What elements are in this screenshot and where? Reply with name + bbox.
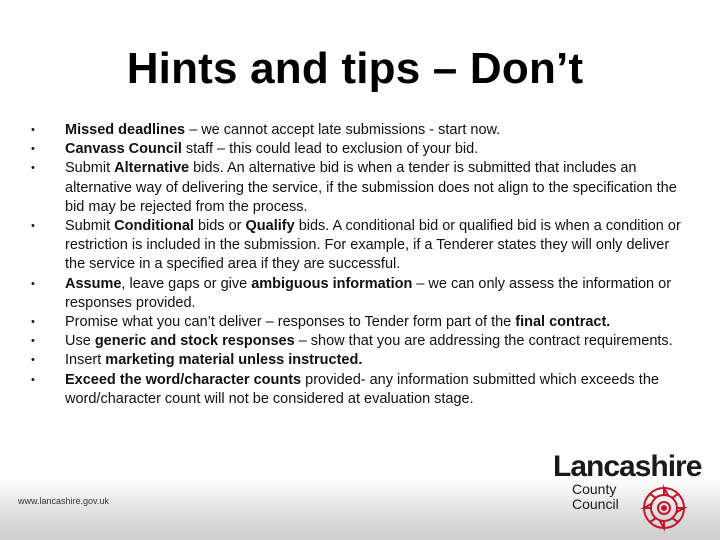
logo-main-text: Lancashire [553, 450, 702, 483]
bullet-text: provided- any information submitted which exceeds the word/character count will not be considered at evaluation stage. [65, 371, 659, 407]
bullet-text: bids. A conditional bid or qualified bid is when a condition or restriction is included in the submission. For example, if a Tenderer states they will only deliver the service in a specified area if they are successful. [65, 218, 681, 273]
bullet-item [28, 351, 688, 370]
bullet-item [28, 332, 688, 351]
bullet-bold-text: Assume [65, 275, 122, 292]
bullet-bold-text: Qualify [245, 218, 295, 235]
bullet-bold-text: Alternative [114, 160, 190, 177]
bullet-text: , leave gaps or give [121, 275, 252, 292]
bullet-text: – show that you are addressing the contract requirements. [294, 333, 673, 350]
bullet-item [28, 371, 688, 409]
bullet-text: Use [65, 333, 95, 350]
bullet-bold-text: Exceed the word/character counts [65, 371, 302, 388]
red-rose-icon [640, 484, 688, 532]
bullet-text: Submit [65, 160, 115, 177]
page-title: Hints and tips – Don’t [126, 44, 584, 93]
bullet-list [28, 121, 688, 409]
bullet-item [28, 275, 688, 313]
bullet-item [28, 140, 688, 159]
bullet-text: bids. An alternative bid is when a tender is submitted that includes an alternative way of delivering the service, if the submission does not align to the specification the bid may be rejected from the process. [65, 160, 677, 215]
bullet-text: staff – this could lead to exclusion of your bid. [181, 141, 479, 158]
bullet-bold-text: Missed deadlines [65, 122, 186, 138]
bullet-text: Insert [65, 352, 106, 369]
bullet-text: Submit [65, 218, 115, 235]
bullet-bold-text: Canvass Council [65, 141, 182, 158]
bullet-text: – we cannot accept late submissions - start now. [185, 122, 501, 138]
bullet-bold-text: ambiguous information [251, 275, 413, 292]
bullet-item [28, 217, 688, 275]
bullet-bold-text: generic and stock responses [94, 333, 295, 350]
bullet-text: Promise what you can’t deliver – responses to Tender form part of the [65, 314, 516, 331]
bullet-text: bids or [193, 218, 246, 235]
bullet-item [28, 159, 688, 217]
bullet-item [28, 121, 688, 140]
bullet-item [28, 313, 688, 332]
bullet-text: – we can only assess the information or responses provided. [65, 275, 672, 311]
bullet-bold-text: final contract. [515, 314, 611, 331]
footer-url[interactable]: www.lancashire.gov.uk [18, 496, 109, 506]
bullet-bold-text: marketing material unless instructed. [105, 352, 363, 369]
logo-line-county: County [572, 481, 617, 497]
bullet-bold-text: Conditional [114, 218, 194, 235]
logo-line-council: Council [572, 496, 619, 512]
